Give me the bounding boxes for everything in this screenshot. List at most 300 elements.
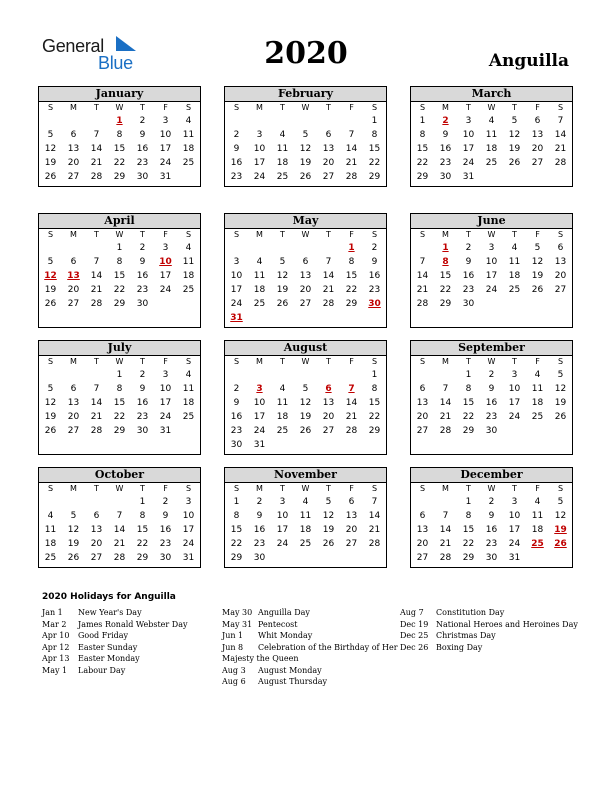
empty-day-cell xyxy=(363,551,386,565)
holiday-day-cell: 13 xyxy=(67,271,80,281)
day-cell: 18 xyxy=(276,412,289,422)
day-cell: 16 xyxy=(136,398,149,408)
day-cell: 9 xyxy=(371,257,378,267)
weekday-header xyxy=(39,356,200,368)
holiday-date: Aug 3 xyxy=(222,665,246,675)
day-cell: 1 xyxy=(465,497,472,507)
holiday-item xyxy=(400,642,578,654)
day-cell: 20 xyxy=(416,412,429,422)
empty-day-cell xyxy=(248,114,271,128)
day-cell: 14 xyxy=(439,398,452,408)
empty-day-cell xyxy=(526,297,549,311)
week-row xyxy=(225,424,386,438)
week-row xyxy=(225,297,386,311)
week-row xyxy=(411,297,572,311)
empty-day-cell xyxy=(549,170,572,184)
month-november xyxy=(224,467,387,568)
month-may xyxy=(224,213,387,328)
month-title: October xyxy=(39,468,200,483)
weekday-label: W xyxy=(487,103,496,112)
day-cell: 13 xyxy=(554,257,567,267)
empty-day-cell xyxy=(62,241,85,255)
day-cell: 19 xyxy=(276,285,289,295)
day-cell: 14 xyxy=(368,511,381,521)
holiday-date: Mar 2 xyxy=(42,619,67,629)
day-cell: 2 xyxy=(371,243,378,253)
weekday-label: T xyxy=(94,484,99,493)
day-cell: 30 xyxy=(136,299,149,309)
weekday-label: T xyxy=(140,484,145,493)
holiday-date: May 31 xyxy=(222,619,253,629)
holiday-date: Aug 6 xyxy=(222,677,246,686)
weekday-label: T xyxy=(140,230,145,239)
day-cell: 6 xyxy=(70,130,77,140)
weekday-label: M xyxy=(256,230,263,239)
empty-day-cell xyxy=(340,311,363,325)
week-row xyxy=(39,269,200,283)
day-cell: 8 xyxy=(465,511,472,521)
day-cell: 26 xyxy=(531,285,544,295)
weekday-header xyxy=(411,102,572,114)
empty-day-cell xyxy=(317,114,340,128)
weekday-label: S xyxy=(557,357,564,366)
empty-day-cell xyxy=(39,368,62,382)
day-cell: 6 xyxy=(93,511,100,521)
empty-day-cell xyxy=(294,438,317,452)
day-cell: 24 xyxy=(159,285,172,295)
day-cell: 2 xyxy=(139,243,146,253)
weekday-label: W xyxy=(487,357,496,366)
empty-day-cell xyxy=(294,241,317,255)
day-cell: 19 xyxy=(322,525,335,535)
day-cell: 13 xyxy=(322,144,335,154)
weekday-label: T xyxy=(94,357,99,366)
week-row xyxy=(39,382,200,396)
week-row xyxy=(225,128,386,142)
day-cell: 4 xyxy=(185,370,192,380)
weekday-label: S xyxy=(557,230,564,239)
weekday-label: S xyxy=(233,230,240,239)
day-cell: 30 xyxy=(136,172,149,182)
day-cell: 20 xyxy=(531,144,544,154)
empty-day-cell xyxy=(340,114,363,128)
day-cell: 16 xyxy=(485,525,498,535)
day-cell: 13 xyxy=(416,525,429,535)
day-cell: 31 xyxy=(159,426,172,436)
day-cell: 19 xyxy=(299,158,312,168)
holiday-day-cell: 19 xyxy=(554,525,567,535)
day-cell: 7 xyxy=(93,257,100,267)
weekday-label: W xyxy=(301,357,310,366)
day-cell: 8 xyxy=(371,384,378,394)
day-cell: 1 xyxy=(371,116,378,126)
day-cell: 11 xyxy=(276,144,289,154)
week-row xyxy=(225,396,386,410)
day-cell: 15 xyxy=(345,271,358,281)
holiday-day-cell: 8 xyxy=(442,257,449,267)
day-cell: 20 xyxy=(345,525,358,535)
day-cell: 20 xyxy=(299,285,312,295)
day-cell: 23 xyxy=(439,158,452,168)
day-cell: 17 xyxy=(159,398,172,408)
month-title: February xyxy=(225,87,386,102)
weekday-header xyxy=(225,229,386,241)
day-cell: 1 xyxy=(139,497,146,507)
day-cell: 3 xyxy=(511,370,518,380)
weekday-label: T xyxy=(140,103,145,112)
week-row xyxy=(411,269,572,283)
day-cell: 16 xyxy=(159,525,172,535)
day-cell: 24 xyxy=(159,412,172,422)
month-title: December xyxy=(411,468,572,483)
holiday-item xyxy=(42,630,187,642)
month-title: September xyxy=(411,341,572,356)
weekday-label: M xyxy=(256,103,263,112)
day-cell: 17 xyxy=(159,271,172,281)
weekday-label: S xyxy=(557,103,564,112)
weekday-label: M xyxy=(70,230,77,239)
day-cell: 15 xyxy=(462,398,475,408)
day-cell: 14 xyxy=(90,398,103,408)
day-cell: 9 xyxy=(139,384,146,394)
day-cell: 7 xyxy=(419,257,426,267)
weekday-label: T xyxy=(280,357,285,366)
empty-day-cell xyxy=(434,368,457,382)
day-cell: 27 xyxy=(322,172,335,182)
weekday-label: T xyxy=(466,103,471,112)
day-cell: 26 xyxy=(44,299,57,309)
holiday-name: August Monday xyxy=(258,665,322,675)
week-row xyxy=(39,495,200,509)
holiday-date: Dec 26 xyxy=(400,642,429,652)
week-row xyxy=(39,551,200,565)
weekday-header xyxy=(225,102,386,114)
day-cell: 12 xyxy=(554,384,567,394)
day-cell: 9 xyxy=(233,144,240,154)
holiday-name: Pentecost xyxy=(258,619,298,629)
month-title: May xyxy=(225,214,386,229)
day-cell: 5 xyxy=(279,257,286,267)
day-cell: 4 xyxy=(185,243,192,253)
day-cell: 17 xyxy=(182,525,195,535)
day-cell: 15 xyxy=(368,398,381,408)
day-cell: 24 xyxy=(253,426,266,436)
day-cell: 23 xyxy=(485,412,498,422)
day-cell: 25 xyxy=(253,299,266,309)
day-cell: 11 xyxy=(253,271,266,281)
day-cell: 18 xyxy=(299,525,312,535)
day-cell: 5 xyxy=(302,384,309,394)
day-cell: 18 xyxy=(508,271,521,281)
weekday-label: M xyxy=(256,484,263,493)
day-cell: 18 xyxy=(44,539,57,549)
weekday-label: S xyxy=(371,103,378,112)
empty-day-cell xyxy=(62,114,85,128)
day-cell: 29 xyxy=(462,553,475,563)
day-cell: 30 xyxy=(485,426,498,436)
week-row xyxy=(411,382,572,396)
day-cell: 8 xyxy=(116,384,123,394)
day-cell: 9 xyxy=(139,257,146,267)
holiday-date: Dec 25 xyxy=(400,631,429,640)
week-row xyxy=(411,255,572,269)
day-cell: 11 xyxy=(182,130,195,140)
country-name: Anguilla xyxy=(488,51,569,71)
week-row xyxy=(225,368,386,382)
weekday-label: S xyxy=(371,357,378,366)
holiday-item xyxy=(42,642,187,654)
weekday-label: F xyxy=(163,230,168,239)
day-cell: 22 xyxy=(368,158,381,168)
weekday-label: S xyxy=(557,484,564,493)
holiday-name: James Ronald Webster Day xyxy=(78,619,188,629)
holiday-item xyxy=(222,607,398,619)
weekday-label: T xyxy=(94,103,99,112)
day-cell: 21 xyxy=(90,158,103,168)
holiday-day-cell: 30 xyxy=(368,299,381,309)
day-cell: 16 xyxy=(462,271,475,281)
day-cell: 13 xyxy=(299,271,312,281)
holiday-item xyxy=(222,653,398,665)
day-cell: 22 xyxy=(439,285,452,295)
empty-day-cell xyxy=(317,311,340,325)
day-cell: 30 xyxy=(462,299,475,309)
weekday-label: T xyxy=(94,230,99,239)
day-cell: 10 xyxy=(276,511,289,521)
holiday-date: Apr 10 xyxy=(42,631,70,640)
weekday-header xyxy=(39,483,200,495)
day-cell: 8 xyxy=(371,130,378,140)
day-cell: 15 xyxy=(136,525,149,535)
day-cell: 13 xyxy=(416,398,429,408)
empty-day-cell xyxy=(85,368,108,382)
weekday-label: F xyxy=(535,230,540,239)
week-row xyxy=(39,156,200,170)
empty-day-cell xyxy=(434,495,457,509)
empty-day-cell xyxy=(411,495,434,509)
empty-day-cell xyxy=(177,297,200,311)
weekday-label: T xyxy=(140,357,145,366)
week-row xyxy=(411,424,572,438)
day-cell: 15 xyxy=(113,271,126,281)
day-cell: 29 xyxy=(416,172,429,182)
empty-day-cell xyxy=(503,170,526,184)
day-cell: 29 xyxy=(368,172,381,182)
day-cell: 31 xyxy=(462,172,475,182)
weekday-label: F xyxy=(349,230,354,239)
day-cell: 8 xyxy=(116,130,123,140)
empty-day-cell xyxy=(62,368,85,382)
empty-day-cell xyxy=(317,438,340,452)
empty-day-cell xyxy=(526,551,549,565)
holiday-day-cell: 25 xyxy=(531,539,544,549)
week-row xyxy=(39,114,200,128)
empty-day-cell xyxy=(225,114,248,128)
weekday-label: S xyxy=(419,230,426,239)
day-cell: 23 xyxy=(136,158,149,168)
day-cell: 11 xyxy=(531,384,544,394)
day-cell: 14 xyxy=(439,525,452,535)
day-cell: 12 xyxy=(299,144,312,154)
empty-day-cell xyxy=(271,551,294,565)
day-cell: 12 xyxy=(44,398,57,408)
day-cell: 17 xyxy=(508,525,521,535)
weekday-label: T xyxy=(326,357,331,366)
day-cell: 20 xyxy=(90,539,103,549)
day-cell: 24 xyxy=(508,539,521,549)
day-cell: 8 xyxy=(348,257,355,267)
week-row xyxy=(39,410,200,424)
empty-day-cell xyxy=(271,311,294,325)
week-row xyxy=(225,114,386,128)
day-cell: 30 xyxy=(485,553,498,563)
day-cell: 20 xyxy=(322,158,335,168)
day-cell: 10 xyxy=(182,511,195,521)
weekday-label: S xyxy=(47,103,54,112)
day-cell: 26 xyxy=(508,158,521,168)
week-row xyxy=(225,269,386,283)
empty-day-cell xyxy=(108,495,131,509)
week-row xyxy=(411,128,572,142)
week-row xyxy=(39,523,200,537)
day-cell: 17 xyxy=(508,398,521,408)
day-cell: 15 xyxy=(113,144,126,154)
day-cell: 14 xyxy=(113,525,126,535)
holiday-date: May 30 xyxy=(222,608,253,617)
holiday-item xyxy=(400,619,578,631)
month-title: March xyxy=(411,87,572,102)
day-cell: 5 xyxy=(47,384,54,394)
day-cell: 1 xyxy=(419,116,426,126)
day-cell: 2 xyxy=(488,370,495,380)
day-cell: 25 xyxy=(299,539,312,549)
day-cell: 9 xyxy=(256,511,263,521)
day-cell: 22 xyxy=(230,539,243,549)
holiday-day-cell: 12 xyxy=(44,271,57,281)
day-cell: 6 xyxy=(325,130,332,140)
day-cell: 30 xyxy=(439,172,452,182)
week-row xyxy=(225,495,386,509)
day-cell: 20 xyxy=(67,412,80,422)
day-cell: 19 xyxy=(44,158,57,168)
day-cell: 26 xyxy=(299,426,312,436)
holidays-title: 2020 Holidays for Anguilla xyxy=(42,592,176,602)
day-cell: 10 xyxy=(462,130,475,140)
weekday-label: S xyxy=(233,484,240,493)
empty-day-cell xyxy=(294,551,317,565)
day-cell: 17 xyxy=(276,525,289,535)
day-cell: 28 xyxy=(322,299,335,309)
holiday-day-cell: 10 xyxy=(159,257,172,267)
month-march xyxy=(410,86,573,187)
holiday-item xyxy=(222,676,398,688)
day-cell: 2 xyxy=(233,130,240,140)
holiday-name: August Thursday xyxy=(258,677,328,686)
holiday-name: Constitution Day xyxy=(436,608,505,617)
day-cell: 4 xyxy=(279,130,286,140)
week-row xyxy=(411,283,572,297)
holiday-day-cell: 2 xyxy=(442,116,449,126)
empty-day-cell xyxy=(271,114,294,128)
holiday-date: Aug 7 xyxy=(400,608,424,617)
day-cell: 2 xyxy=(139,370,146,380)
day-cell: 12 xyxy=(67,525,80,535)
day-cell: 2 xyxy=(139,116,146,126)
day-cell: 12 xyxy=(276,271,289,281)
day-cell: 2 xyxy=(488,497,495,507)
day-cell: 29 xyxy=(136,553,149,563)
holiday-name: New Year's Day xyxy=(78,608,142,617)
day-cell: 14 xyxy=(345,398,358,408)
day-cell: 10 xyxy=(508,384,521,394)
holiday-date: Dec 19 xyxy=(400,619,429,629)
day-cell: 15 xyxy=(439,271,452,281)
day-cell: 25 xyxy=(508,285,521,295)
day-cell: 23 xyxy=(230,172,243,182)
day-cell: 29 xyxy=(462,426,475,436)
day-cell: 14 xyxy=(345,144,358,154)
day-cell: 28 xyxy=(368,539,381,549)
day-cell: 6 xyxy=(70,384,77,394)
week-row xyxy=(225,255,386,269)
holiday-date: May 1 xyxy=(42,665,68,675)
day-cell: 30 xyxy=(136,426,149,436)
empty-day-cell xyxy=(480,297,503,311)
weekday-header xyxy=(39,102,200,114)
day-cell: 19 xyxy=(508,144,521,154)
holiday-day-cell: 6 xyxy=(325,384,332,394)
day-cell: 22 xyxy=(345,285,358,295)
week-row xyxy=(411,142,572,156)
holiday-day-cell: 1 xyxy=(116,116,123,126)
month-june xyxy=(410,213,573,328)
weekday-label: T xyxy=(466,357,471,366)
day-cell: 2 xyxy=(256,497,263,507)
day-cell: 31 xyxy=(182,553,195,563)
month-december xyxy=(410,467,573,568)
week-row xyxy=(411,170,572,184)
empty-day-cell xyxy=(39,241,62,255)
day-cell: 30 xyxy=(230,440,243,450)
holiday-item xyxy=(222,642,398,654)
holiday-column xyxy=(400,607,578,653)
day-cell: 10 xyxy=(485,257,498,267)
day-cell: 3 xyxy=(488,243,495,253)
day-cell: 7 xyxy=(442,384,449,394)
day-cell: 23 xyxy=(253,539,266,549)
day-cell: 25 xyxy=(276,426,289,436)
day-cell: 27 xyxy=(67,299,80,309)
day-cell: 19 xyxy=(299,412,312,422)
day-cell: 28 xyxy=(439,426,452,436)
day-cell: 25 xyxy=(44,553,57,563)
day-cell: 4 xyxy=(511,243,518,253)
holiday-name: Anguilla Day xyxy=(258,608,310,617)
weekday-label: S xyxy=(233,357,240,366)
day-cell: 30 xyxy=(253,553,266,563)
day-cell: 6 xyxy=(70,257,77,267)
day-cell: 16 xyxy=(230,158,243,168)
weekday-label: T xyxy=(512,357,517,366)
weekday-label: T xyxy=(326,484,331,493)
day-cell: 3 xyxy=(279,497,286,507)
weekday-label: T xyxy=(466,230,471,239)
day-cell: 12 xyxy=(299,398,312,408)
day-cell: 9 xyxy=(442,130,449,140)
day-cell: 10 xyxy=(159,130,172,140)
day-cell: 21 xyxy=(416,285,429,295)
month-title: June xyxy=(411,214,572,229)
